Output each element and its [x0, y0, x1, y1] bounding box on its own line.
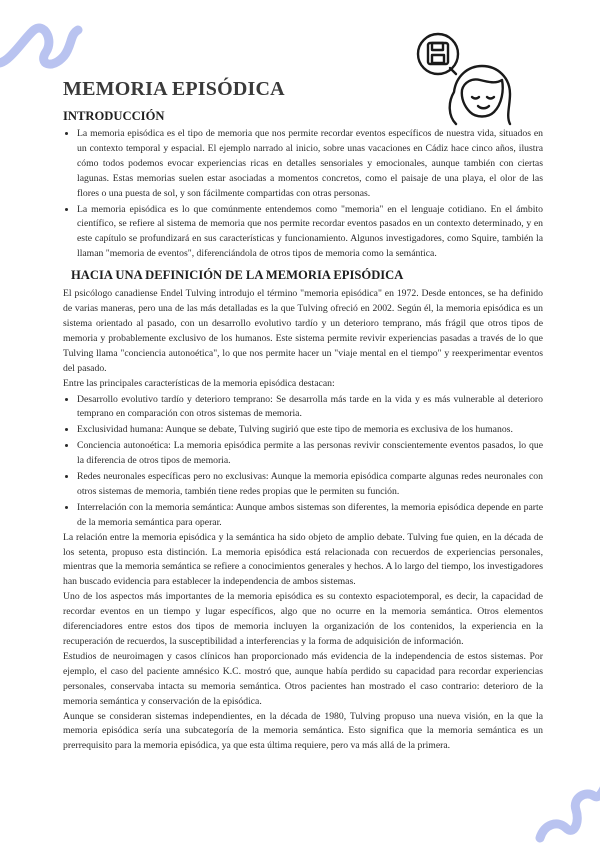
intro-list — [63, 126, 543, 262]
document-body — [63, 78, 543, 754]
body-paragraph: Uno de los aspectos más importantes de la memoria episódica es su contexto espaciotemporal, es decir, la capacidad de recordar eventos en un tiempo y lugar específicos, algo que no ocurre en la memoria semántica. Otros elementos diferenciadores entre estos dos tipos de memoria incluyen la organización de los contenidos, la experiencia en la recuperación de recuerdos, la susceptibilidad a interferencias y la forma de adquisición de información. — [63, 591, 543, 647]
feature-list-item: • Exclusividad humana: Aunque se debate, Tulving sugirió que este tipo de memoria es exclusiva de los humanos. — [77, 422, 543, 438]
intro-heading: INTRODUCCIÓN — [63, 109, 165, 123]
squiggle-decoration-bottom-right — [500, 738, 600, 848]
section-paragraph: Entre las principales características de la memoria episódica destacan: — [63, 377, 335, 389]
page-title: MEMORIA EPISÓDICA — [63, 78, 285, 100]
feature-list-item: • Interrelación con la memoria semántica: Aunque ambos sistemas son diferentes, la memoria episódica depende en parte de la memoria semántica para operar. — [77, 500, 543, 531]
feature-list-item: • Desarrollo evolutivo tardío y deterioro temprano: Se desarrolla más tarde en la vida y es más vulnerable al deterioro temprano en comparación con otros sistemas de memoria. — [77, 392, 543, 423]
feature-list-item: • Conciencia autonoética: La memoria episódica permite a las personas revivir conscientemente eventos pasados, lo que la diferencia de otros tipos de memoria. — [77, 438, 543, 469]
body-paragraph: Aunque se consideran sistemas independientes, en la década de 1980, Tulving propuso una nueva visión, en la que la memoria episódica sería una subcategoría de la memoria semántica. Esto significa que la memoria semántica es un prerrequisito para la memoria episódica, ya que esta última requiere, pero va más allá de la primera. — [63, 710, 543, 752]
intro-list-item: • La memoria episódica es el tipo de memoria que nos permite recordar eventos específicos de nuestra vida, situados en un contexto temporal y espacial. El ejemplo narrado al inicio, sobre unas vacaciones en Cádiz hace cinco años, ilustra cómo todos podemos evocar experiencias ricas en detalles sensoriales y emocionales, aunque también con ciertas lagunas. Estas memorias suelen estar asociadas a momentos concretos, como el paisaje de una playa, el olor de las flores o una puesta de sol, y son fácilmente compartidas con otras personas. — [77, 126, 543, 202]
features-list — [63, 392, 543, 531]
feature-list-item: • Redes neuronales específicas pero no exclusivas: Aunque la memoria episódica comparte algunas redes neuronales con otros sistemas de memoria, también tiene redes propias que le permiten su función. — [77, 469, 543, 500]
section-heading: HACIA UNA DEFINICIÓN DE LA MEMORIA EPISÓDICA — [71, 268, 404, 283]
body-paragraph: Estudios de neuroimagen y casos clínicos han proporcionado más evidencia de la independencia de estos sistemas. Por ejemplo, el caso del paciente amnésico K.C. mostró que, aunque había perdido su capacidad para recordar experiencias personales, conservaba intacta su memoria semántica. Otros pacientes han mostrado el caso contrario: deterioro de la memoria semántica y conservación de la episódica. — [63, 650, 543, 707]
section-paragraph: El psicólogo canadiense Endel Tulving introdujo el término "memoria episódica" en 1972. Desde entonces, se ha definido de varias maneras, pero una de las más detalladas es la que Tulving ofreció en 2002. Según él, la memoria episódica es un sistema orientado al pasado, con un desarrollo evolutivo tardío y un deterioro temprano, más frágil que otros tipos de memoria y probablemente exclusivo de los humanos. Este sistema permite revivir experiencias pasadas a través de lo que Tulving llama "conciencia autonoética", lo que nos permite hacer un "viaje mental en el tiempo" y reexperimentar eventos del pasado. — [63, 288, 543, 374]
body-paragraph: La relación entre la memoria episódica y la semántica ha sido objeto de amplio debate. Tulving fue quien, en la década de los setenta, propuso esta distinción. La memoria episódica está relacionada con recuerdos de experiencias personales, mientras que la memoria semántica se refiere a conocimientos generales y hechos. A lo largo del tiempo, los investigadores han buscado evidencia para establecer la independencia de ambos sistemas. — [63, 531, 543, 588]
intro-list-item: • La memoria episódica es lo que comúnmente entendemos como "memoria" en el lenguaje cotidiano. En el ámbito científico, se refiere al sistema de memoria que nos permite recordar eventos pasados en un contexto determinado, y en este capítulo se profundizará en sus características y funcionamiento. Algunos investigadores, como Squire, también la llaman "memoria de eventos", diferenciándola de otros tipos de memoria como la semántica. — [77, 202, 543, 263]
